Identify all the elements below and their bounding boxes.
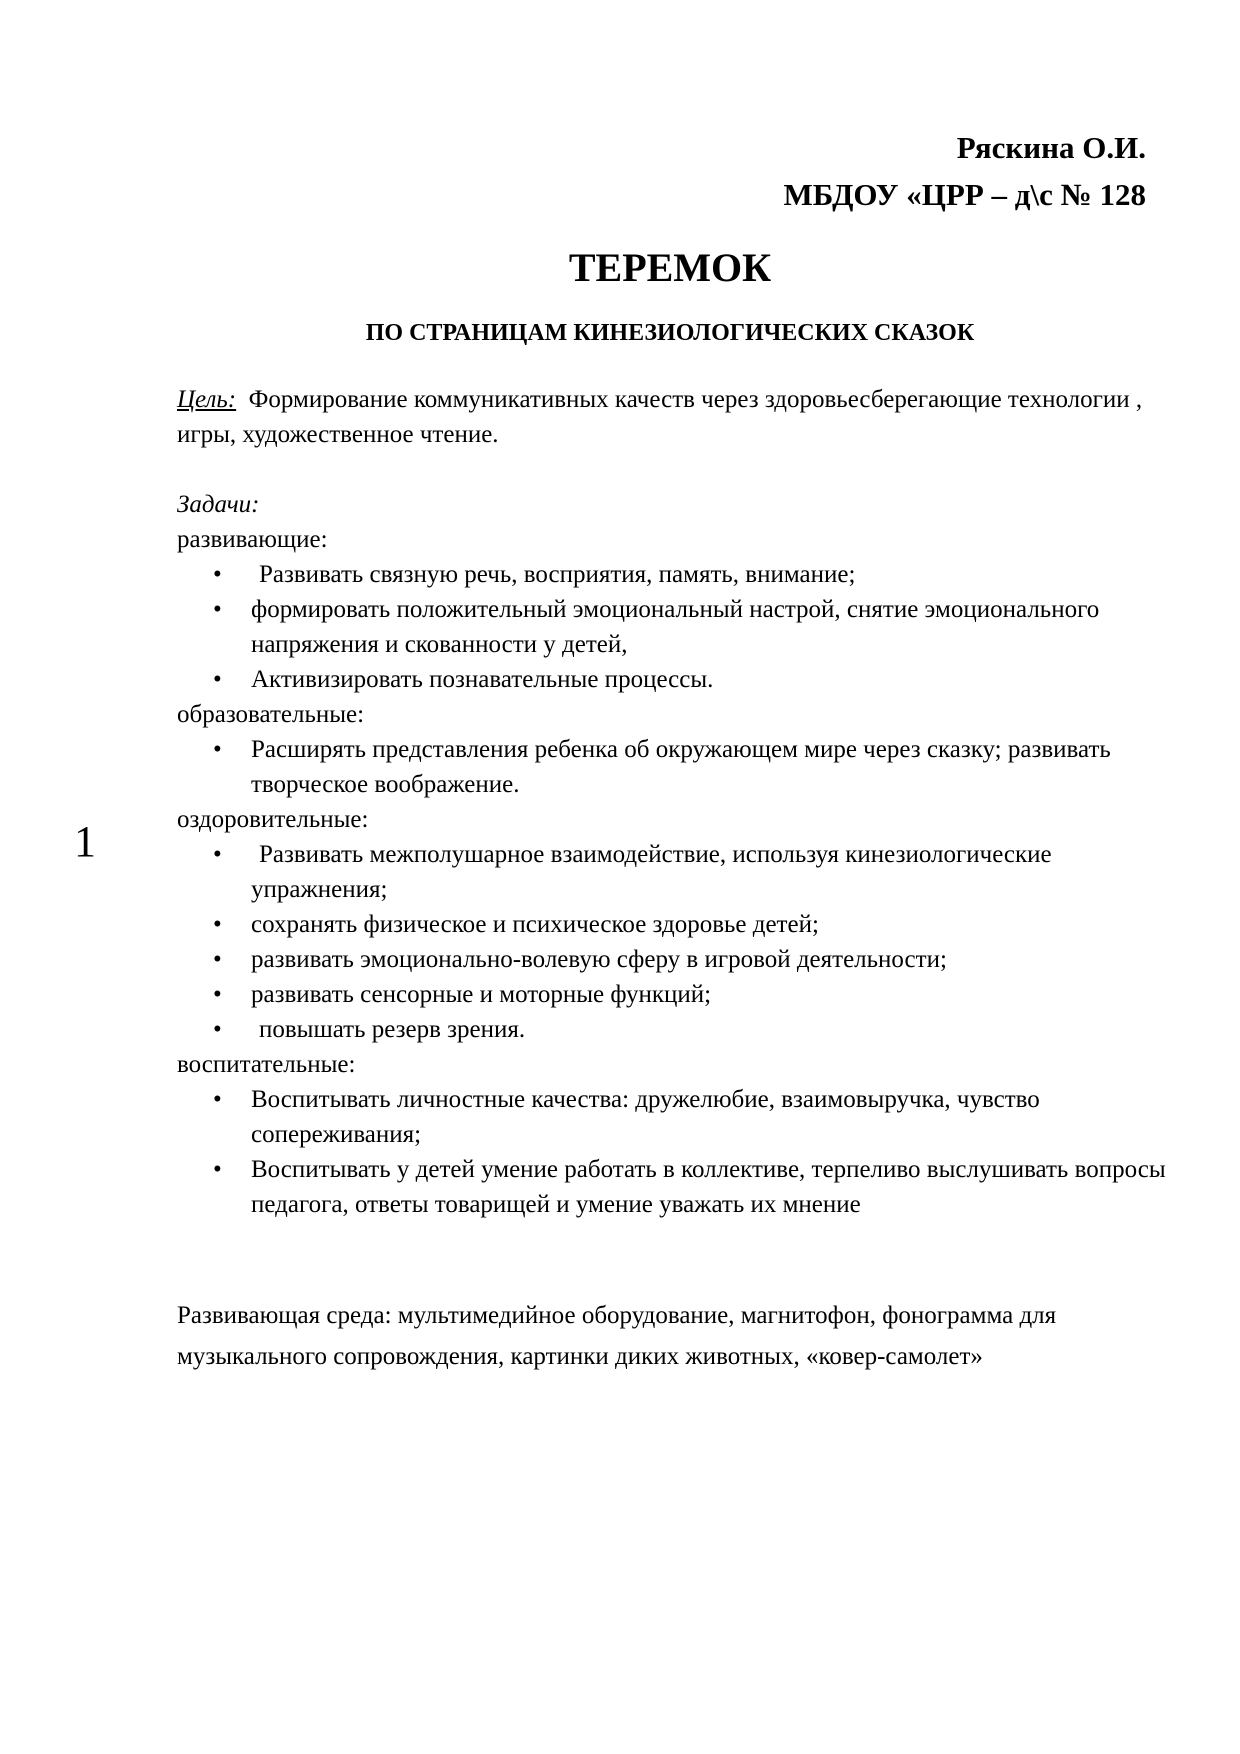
document-body xyxy=(177,382,1177,1377)
goal-paragraph xyxy=(177,382,1177,452)
category-heading-educational: образовательные: xyxy=(177,701,365,728)
health-list xyxy=(177,837,1177,1047)
tasks-heading: Задачи: xyxy=(177,491,260,518)
list-item: • Воспитывать у детей умение работать в коллективе, терпеливо выслушивать вопросы педагога, ответы товарищей и умение уважать их мнение xyxy=(251,1152,1177,1222)
document-subtitle: ПО СТРАНИЦАМ КИНЕЗИОЛОГИЧЕСКИХ СКАЗОК xyxy=(365,320,975,346)
developing-list xyxy=(177,557,1177,697)
document-title: ТЕРЕМОК xyxy=(568,245,772,290)
list-item: • формировать положительный эмоциональный настрой, снятие эмоционального напряжения и скованности у детей, xyxy=(251,592,1177,662)
list-item: • повышать резерв зрения. xyxy=(251,1012,1177,1047)
category-heading-developing: развивающие: xyxy=(177,526,328,553)
page-number: 1 xyxy=(74,817,96,866)
educational-list xyxy=(177,732,1177,802)
list-item: • сохранять физическое и психическое здоровье детей; xyxy=(251,907,1177,942)
list-item: • Воспитывать личностные качества: дружелюбие, взаимовыручка, чувство сопереживания; xyxy=(251,1082,1177,1152)
list-item: • Развивать межполушарное взаимодействие, используя кинезиологические упражнения; xyxy=(251,837,1177,907)
list-item: • Активизировать познавательные процессы. xyxy=(251,662,1177,697)
author-organization: МБДОУ «ЦРР – д\с № 128 xyxy=(783,176,1146,212)
category-heading-upbringing: воспитательные: xyxy=(177,1051,356,1078)
goal-text: Формирование коммуникативных качеств через здоровьесберегающие технологии , игры, художественное чтение. xyxy=(177,386,1143,448)
list-item: • Расширять представления ребенка об окружающем мире через сказку; развивать творческое воображение. xyxy=(251,732,1177,802)
upbringing-list xyxy=(177,1082,1177,1222)
environment-paragraph: Развивающая среда: мультимедийное оборудование, магнитофон, фонограмма для музыкального сопровождения, картинки диких животных, «ковер-самолет» xyxy=(177,1302,1057,1370)
list-item: • Развивать связную речь, восприятия, память, внимание; xyxy=(251,557,1177,592)
author-block xyxy=(784,125,1146,218)
list-item: • развивать сенсорные и моторные функций; xyxy=(251,977,1177,1012)
author-name: Ряскина О.И. xyxy=(956,130,1146,165)
category-heading-health: оздоровительные: xyxy=(177,806,369,833)
goal-label: Цель: xyxy=(177,386,237,413)
list-item: • развивать эмоционально-волевую сферу в игровой деятельности; xyxy=(251,942,1177,977)
